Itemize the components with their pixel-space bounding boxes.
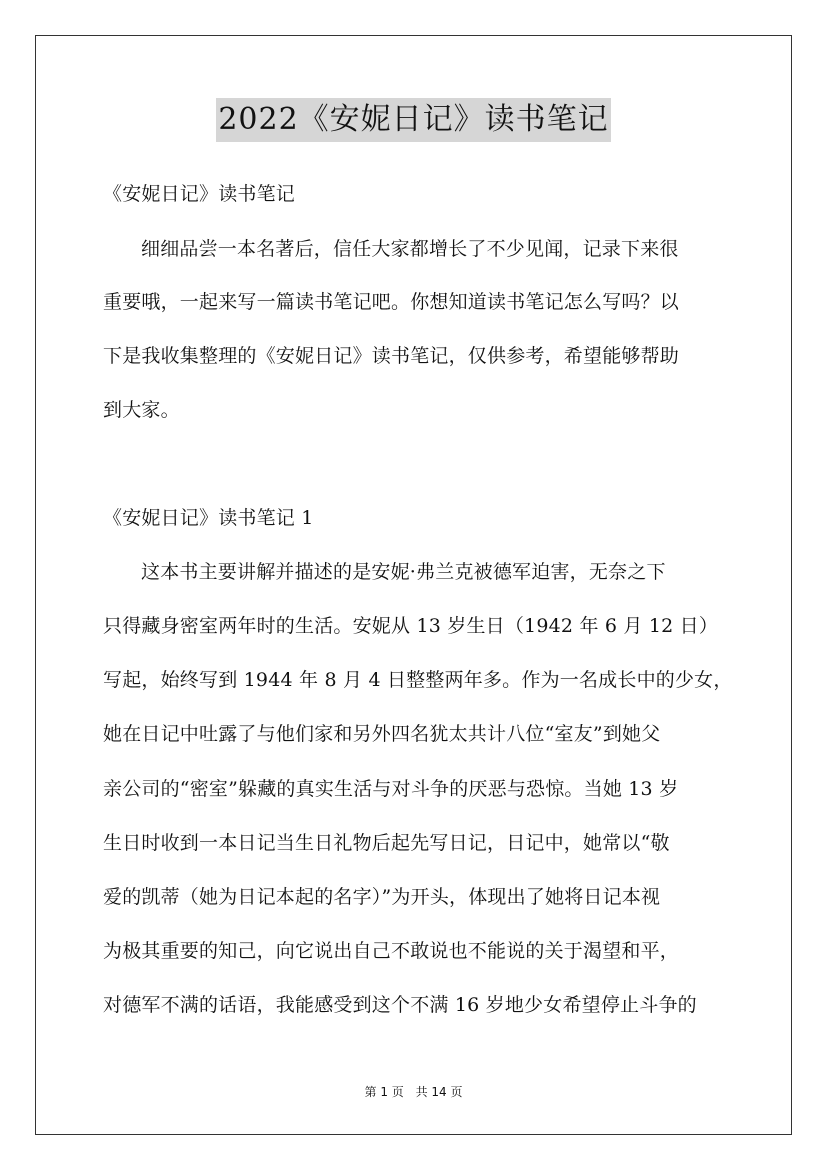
intro-line: 重要哦，一起来写一篇读书笔记吧。你想知道读书笔记怎么写吗？以 [103,291,680,313]
intro-heading: 《安妮日记》读书笔记 [103,183,296,205]
total-pages: 共 14 页 [415,1085,463,1099]
intro-line: 到大家。 [103,399,180,421]
section-line: 亲公司的“密室”躲藏的真实生活与对斗争的厌恶与恐惊。当她 13 岁 [103,778,679,800]
section-line: 写起，始终写到 1944 年 8 月 4 日整整两年多。作为一名成长中的少女， [103,669,733,691]
section-line: 这本书主要讲解并描述的是安妮·弗兰克被德军迫害，无奈之下 [141,561,666,583]
section-line: 对德军不满的话语，我能感受到这个不满 16 岁地少女希望停止斗争的 [103,994,697,1016]
section-line: 只得藏身密室两年时的生活。安妮从 13 岁生日（1942 年 6 月 12 日） [103,615,719,637]
page-footer [0,1083,827,1100]
intro-line: 细细品尝一本名著后，信任大家都增长了不少见闻，记录下来很 [141,238,679,260]
section-line: 她在日记中吐露了与他们家和另外四名犹太共计八位“室友”到她父 [103,723,661,745]
document-title: 2022《安妮日记》读书笔记 [216,98,610,142]
section-line: 为极其重要的知己，向它说出自己不敢说也不能说的关于渴望和平， [103,940,680,962]
title-container [0,98,827,142]
section-line: 爱的凯蒂（她为日记本起的名字）”为开头，体现出了她将日记本视 [103,886,661,908]
section-heading: 《安妮日记》读书笔记 1 [103,507,314,529]
intro-line: 下是我收集整理的《安妮日记》读书笔记，仅供参考，希望能够帮助 [103,345,680,367]
page-number: 第 1 页 [364,1085,404,1099]
section-line: 生日时收到一本日记当生日礼物后起先写日记，日记中，她常以“敬 [103,832,670,854]
